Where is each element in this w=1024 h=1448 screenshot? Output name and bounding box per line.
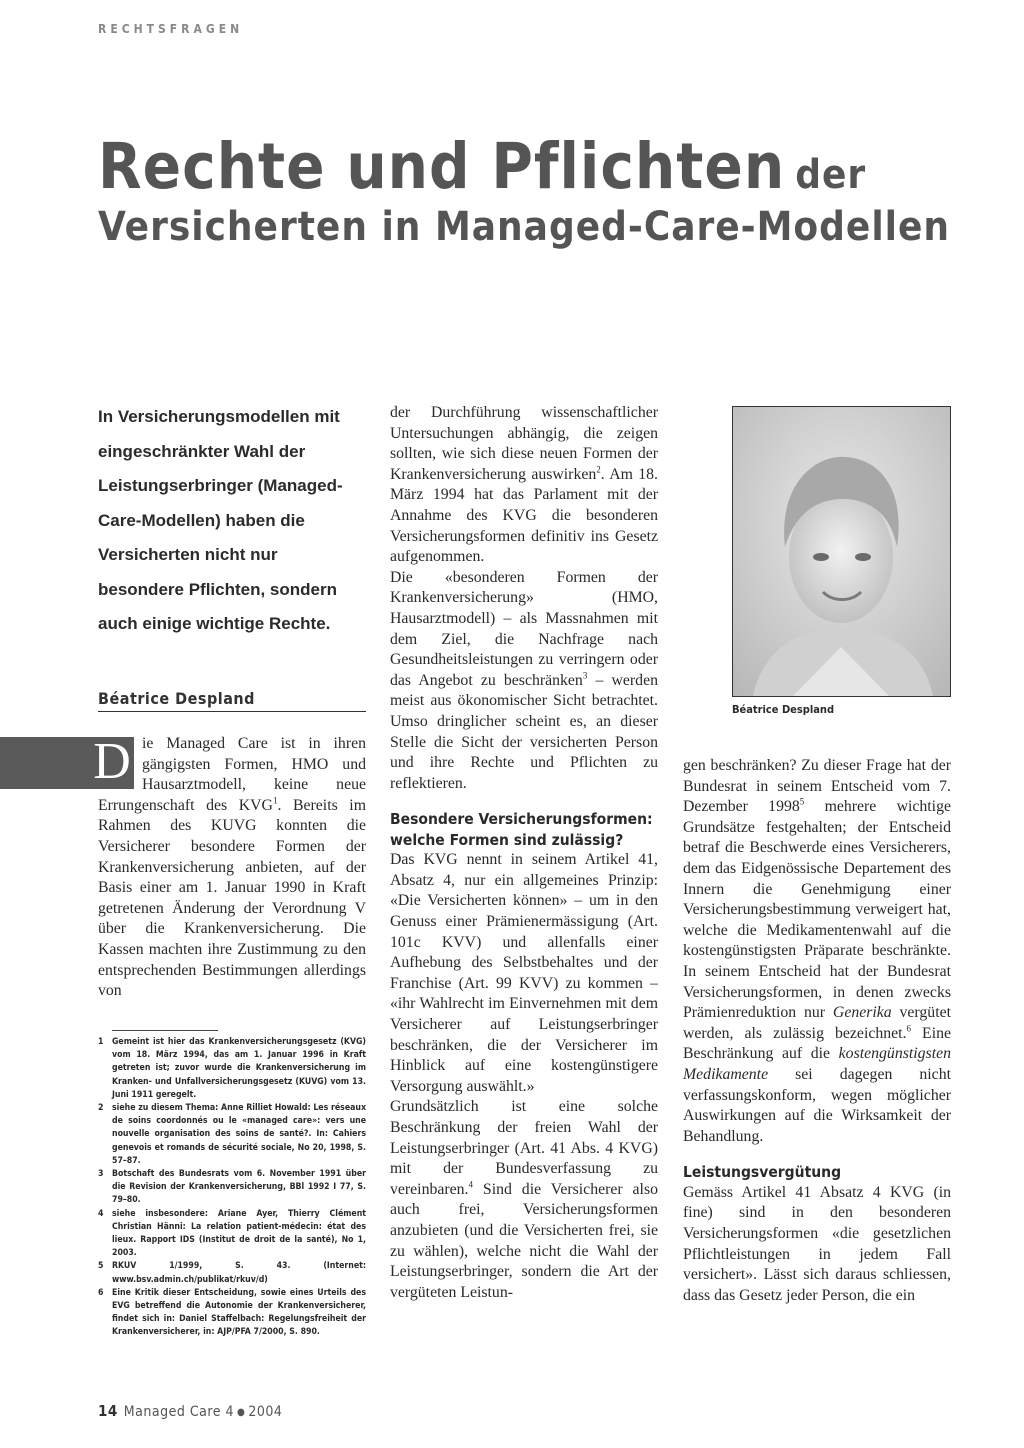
col2-paragraph-2: Die «besonderen Formen der Krankenversicherung» (HMO, Hausarztmodell) – als Massnahmen mit dem Ziel, die Nachfrage nach Gesundheitsleistungen zu verringern oder das Angebot zu beschränken$^3$ – werden meist aus ökonomischer Sicht betrachtet. Umso dringlicher scheint es, an dieser Stelle die Sicht der versicherten Person und ihre Rechte und Pflichten zu reflektieren. <box>390 568 658 792</box>
footnote-item: 1 Gemeint ist hier das Krankenversicherungsgesetz (KVG) vom 18. März 1994, das am 1. Januar 1996 in Kraft getreten ist; zuvor wurde die Krankenversicherung im Kranken- und Unfallversicherungsgesetz (KUVG) vom 13. Juni 1911 geregelt. <box>98 1037 366 1100</box>
footnote-ref-6[interactable]: 6 <box>906 1023 911 1034</box>
col2-paragraph-3: Das KVG nennt in seinem Artikel 41, Absatz 4, nur ein allgemeines Prinzip: «Die Versicherten können» – um in den Genuss einer Prämienermässigung (Art. 101c KVV) und allenfalls einer Aufhebung des Selbstbehaltes und der Franchise (Art. 99 KVV) zu kommen – «ihr Wahlrecht im Einvernehmen mit dem Versicherer auf Leistungserbringer beschränken, die der Versicherer im Hinblick auf eine kostengünstigere Versorgung auswählt.» <box>390 851 658 1095</box>
col3-paragraph-1: gen beschränken? Zu dieser Frage hat der Bundesrat in seinem Entscheid vom 7. Dezember 1998$^5$ mehrere wichtige Grundsätze festgehalten; der Entscheid betraf die Beschwerde eines Versicherers, dem das Eidgenössische Departement des Innern die Genehmigung einer Versicherungsbestimmung verweigert hat, welche die Medikamentenwahl auf die kostengünstigsten Präparate beschränkte. In seinem Entscheid hat der Bundesrat Versicherungsformen, in denen zwecks Prämienreduktion nur Generika vergütet werden, als zulässig bezeichnet.$^6$ Eine Beschränkung auf die kostengünstigsten Medikamente sei dagegen nicht verfassungskonform, wegen möglicher Auswirkungen auf die Wirksamkeit der Behandlung. <box>683 757 951 1145</box>
footnote-item: 5 RKUV 1/1999, S. 43. (Internet: www.bsv.admin.ch/publikat/rkuv/d) <box>98 1261 366 1285</box>
title-part1: Rechte und Pflichten <box>98 130 786 203</box>
text-column-1 <box>93 733 366 1002</box>
portrait-illustration <box>733 407 950 696</box>
title-part2: der <box>795 152 867 198</box>
footnotes <box>98 1036 366 1340</box>
subheading-insurance-forms: Besondere Versicherungsformen: welche Formen sind zulässig? <box>390 810 653 849</box>
footnote-ref-5[interactable]: 5 <box>799 796 805 807</box>
text-column-2 <box>390 403 658 1303</box>
footnote-ref-4[interactable]: 4 <box>468 1179 473 1190</box>
col3-paragraph-2: Gemäss Artikel 41 Absatz 4 KVG (in fine) sind in den besonderen Versicherungsformen «die gesetzlichen Pflichtleistungen in jedem Fall versichert». Lässt sich daraus schliessen, dass das Gesetz jeder Person, die ein <box>683 1183 951 1304</box>
drop-cap: D <box>90 737 134 789</box>
footnote-rule <box>112 1030 218 1031</box>
article-title <box>98 132 978 249</box>
col2-paragraph-1: der Durchführung wissenschaftlicher Untersuchungen abhängig, die zeigen sollten, wie sich diese neuen Formen der Krankenversicherung auswirken$^2$. Am 18. März 1994 hat das Parlament mit der Annahme des KVG die besonderen Versicherungsformen definitiv ins Gesetz aufgenommen. <box>390 404 659 566</box>
margin-tab-block <box>0 737 98 789</box>
title-line2: Versicherten in Managed-Care-Modellen <box>98 203 951 250</box>
section-tag: RECHTSFRAGEN <box>98 22 244 36</box>
col2-paragraph-4: Grundsätzlich ist eine solche Beschränkung der freien Wahl der Leistungserbringer (Art. 41 Abs. 4 KVG) mit der Bundesverfassung zu vereinbaren.$^4$ Sind die Versicherer also auch frei, Versicherungsformen anzubieten (und die Versicherten frei, sie zu wählen), welche nicht die Wahl der Leistungserbringer, sondern die Art der vergüteten Leistun- <box>390 1098 658 1301</box>
journal-name: Managed Care 4 <box>123 1404 234 1420</box>
page-number: 14 <box>98 1402 118 1420</box>
footnote-item: 3 Botschaft des Bundesrats vom 6. November 1991 über die Revision der Krankenversicherung, BBl 1992 I 77, S. 79–80. <box>98 1169 366 1206</box>
footnote-item: 4 siehe insbesondere: Ariane Ayer, Thierry Clément Christian Hänni: La relation patient-médecin: état des lieux. Rapport IDS (Institut de droit de la santé), No 1, 2003. <box>98 1208 366 1259</box>
photo-caption: Béatrice Despland <box>732 703 835 716</box>
bullet-dot-icon: ● <box>236 1406 246 1418</box>
lead-paragraph: In Versicherungsmodellen mit eingeschränkter Wahl der Leistungserbringer (Managed-Care-Modellen) haben die Versicherten nicht nur besondere Pflichten, sondern auch einige wichtige Rechte. <box>98 407 343 633</box>
text-column-3 <box>683 756 951 1306</box>
author-portrait <box>732 406 951 697</box>
footnote-ref-2[interactable]: 2 <box>596 464 601 475</box>
col1-text-b: . Bereits im Rahmen des KUVG konnten die Versicherer besondere Formen der Krankenversicherung anbieten, auf der Basis einer am 1. Januar 1990 in Kraft getretenen Änderung der Verordnung V über die Krankenversicherung. Die Kassen machten ihre Zustimmung zu den entsprechenden Bestimmungen allerdings von <box>98 796 366 1000</box>
page-footer <box>98 1402 282 1420</box>
subheading-compensation: Leistungsvergütung <box>683 1163 842 1182</box>
footnote-ref-3[interactable]: 3 <box>582 670 588 681</box>
footnote-item: 2 siehe zu diesem Thema: Anne Rilliet Howald: Les réseaux de soins coordonnés ou le «managed care»: vers une nouvelle organisation des soins de santé?. In: Cahiers genevois et romands de sécurité sociale, No 20, 1998, S. 57–87. <box>98 1103 366 1166</box>
journal-year: 2004 <box>248 1404 283 1420</box>
author-byline: Béatrice Despland <box>98 689 366 712</box>
col1-text-a: ie Managed Care ist in ihren gängigsten Formen, HMO und Hausarztmodell, keine neue Errungenschaft des KVG <box>98 735 366 814</box>
footnote-ref-1[interactable]: 1 <box>272 795 278 806</box>
footnote-item: 6 Eine Kritik dieser Entscheidung, sowie eines Urteils des EVG betreffend die Autonomie der Krankenversicherer, findet sich in: Daniel Staffelbach: Regelungsfreiheit der Krankenversicherer, in: AJP/PFA 7/2000, S. 890. <box>98 1287 366 1338</box>
